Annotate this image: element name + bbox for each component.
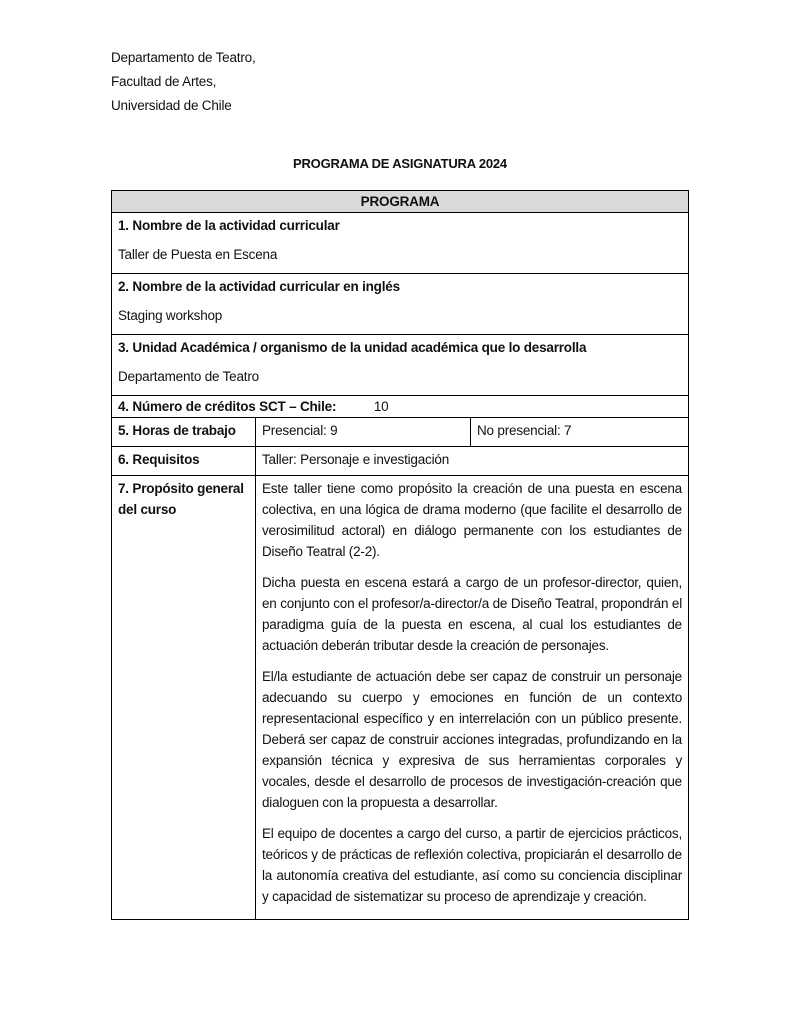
paragraph: Este taller tiene como propósito la creación de una puesta en escena colectiva, en una lógica de drama moderno (que facilite el desarrollo de verosimilitud actoral) en diálogo permanente con los estudiantes de Diseño Teatral (2-2).	[262, 481, 682, 559]
field-label: 4. Número de créditos SCT – Chile:	[118, 399, 337, 414]
program-table	[111, 190, 689, 920]
header-line: Facultad de Artes,	[111, 74, 217, 89]
row-credits	[112, 396, 689, 418]
field-value: Taller de Puesta en Escena	[118, 247, 278, 262]
table-heading: PROGRAMA	[112, 191, 689, 213]
purpose-description	[256, 476, 689, 920]
document-title: PROGRAMA DE ASIGNATURA 2024	[293, 156, 507, 171]
requirements-label	[112, 447, 256, 476]
paragraph: Dicha puesta en escena estará a cargo de un profesor-director, quien, en conjunto con el profesor/a-director/a de Diseño Teatral, propondrán el paradigma guía de la puesta en escena, al cual los estudiantes de actuación deberán tributar desde la creación de personajes.	[262, 575, 682, 653]
field-value: Staging workshop	[118, 308, 223, 323]
purpose-label	[112, 476, 256, 920]
hours-no-presencial: No presencial: 7	[471, 418, 689, 447]
institution-header	[111, 46, 256, 118]
field-label: 6. Requisitos	[118, 452, 200, 467]
requirements-value: Taller: Personaje e investigación	[256, 447, 689, 476]
paragraph: El equipo de docentes a cargo del curso, a partir de ejercicios prácticos, teóricos y de prácticas de reflexión colectiva, propiciarán el desarrollo de la autonomía creativa del estudiante, así como su conciencia disciplinar y capacidad de sistematizar su proceso de aprendizaje y creación.	[262, 826, 682, 904]
field-label: 1. Nombre de la actividad curricular	[118, 218, 340, 233]
field-value: Departamento de Teatro	[118, 369, 259, 384]
field-label: 5. Horas de trabajo	[118, 423, 236, 438]
field-label: 2. Nombre de la actividad curricular en inglés	[118, 279, 400, 294]
row-course-name	[112, 213, 689, 274]
field-value: 10	[373, 399, 389, 414]
hours-presencial: Presencial: 9	[256, 418, 471, 447]
paragraph: El/la estudiante de actuación debe ser capaz de construir un personaje adecuando su cuerpo y emociones en función de un contexto representacional específico y en interrelación con un público presente. Deberá ser capaz de construir acciones integradas, profundizando en la expansión técnica y expresiva de sus herramientas corporales y vocales, desde el desarrollo de procesos de investigación-creación que dialoguen con la propuesta a desarrollar.	[262, 669, 682, 810]
hours-label	[112, 418, 256, 447]
field-label: 3. Unidad Académica / organismo de la unidad académica que lo desarrolla	[118, 340, 587, 355]
field-label: 7. Propósito general del curso	[118, 481, 244, 517]
header-line: Departamento de Teatro,	[111, 50, 256, 65]
row-academic-unit	[112, 335, 689, 396]
row-course-name-english	[112, 274, 689, 335]
header-line: Universidad de Chile	[111, 98, 232, 113]
